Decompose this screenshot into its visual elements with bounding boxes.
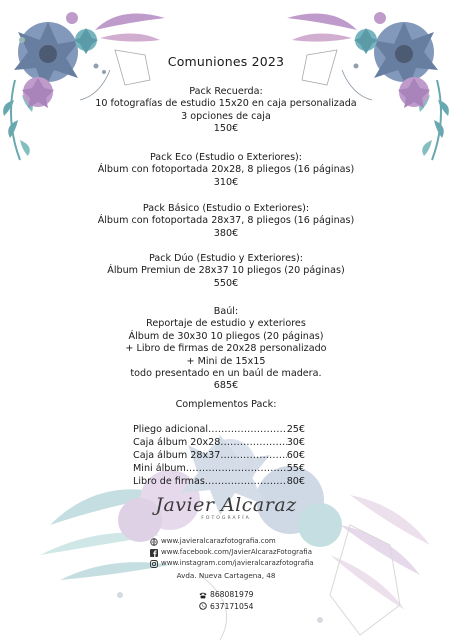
instagram-icon [150, 560, 158, 568]
pack-name: Pack Eco (Estudio o Exteriores): [149, 152, 303, 163]
brand-logo [0, 494, 452, 521]
pack-description: Álbum con fotoportada 28x37, 8 pliegos (16 páginas) [97, 215, 355, 227]
item-label: Libro de firmas [133, 476, 205, 487]
pack-description: Álbum Premiun de 28x37 10 pliegos (20 páginas) [107, 265, 345, 277]
pack-name: Pack Dúo (Estudio y Exteriores): [148, 253, 304, 264]
dot-leader [186, 462, 287, 475]
address: Avda. Nueva Cartagena, 48 [176, 571, 276, 580]
list-item [133, 423, 305, 436]
item-label: Pliego adicional [133, 424, 209, 435]
pack-price: 380€ [213, 227, 239, 239]
page-title: Comuniones 2023 [167, 54, 285, 69]
contact-links [150, 536, 320, 569]
item-price: 55€ [286, 463, 305, 474]
pack-price: 150€ [213, 123, 239, 135]
item-price: 60€ [286, 450, 305, 461]
pack-description: Álbum con fotoportada 20x28, 8 pliegos (16 páginas) [97, 164, 355, 176]
pack-price: 310€ [213, 176, 239, 188]
pack-description: 10 fotografías de estudio 15x20 en caja personalizada [95, 98, 357, 110]
instagram-link[interactable] [150, 558, 320, 569]
facebook-link[interactable] [150, 547, 320, 558]
list-item [133, 436, 305, 449]
pack-description: Reportaje de estudio y exteriores [146, 318, 306, 330]
item-label: Caja álbum 20x28 [133, 437, 221, 448]
pack-baul [0, 306, 452, 393]
pack-description: + Libro de firmas de 20x28 personalizado [125, 343, 327, 355]
pack-eco [0, 152, 452, 189]
list-item [133, 449, 305, 462]
pack-description: + Mini de 15x15 [186, 355, 266, 367]
item-label: Caja álbum 28x37 [133, 450, 221, 461]
pack-price: 685€ [213, 380, 239, 392]
pack-description: 3 opciones de caja [181, 110, 271, 122]
item-label: Mini álbum [133, 463, 186, 474]
landline-phone[interactable] [199, 589, 253, 601]
phone-numbers [199, 589, 253, 612]
pack-basico [0, 203, 452, 240]
list-item [133, 462, 305, 475]
item-price: 25€ [286, 424, 305, 435]
pack-name: Pack Recuerda: [189, 86, 263, 97]
pack-name: Pack Básico (Estudio o Exteriores): [142, 203, 310, 214]
pack-price: 550€ [213, 277, 239, 289]
dot-leader [220, 436, 286, 449]
logo-subtitle: FOTOGRAFÍA [201, 516, 251, 521]
instagram-text: www.instagram.com/javieralcarazfotografia [161, 559, 314, 567]
pack-name: Baúl: [213, 306, 239, 317]
phone-number: 637171054 [210, 601, 254, 611]
logo-name: Javier Alcaraz [155, 494, 297, 516]
facebook-text: www.facebook.com/JavierAlcarazFotografia [161, 548, 312, 556]
list-item [133, 475, 305, 488]
telephone-icon [199, 591, 207, 599]
item-price: 30€ [286, 437, 305, 448]
dot-leader [205, 475, 287, 488]
dot-leader [208, 423, 287, 436]
phone-number: 868081979 [210, 590, 254, 599]
whatsapp-phone[interactable] [199, 601, 253, 613]
website-text: www.javieralcarazfotografia.com [161, 537, 276, 545]
dot-leader [220, 449, 286, 462]
item-price: 80€ [286, 476, 305, 487]
pack-recuerda [0, 86, 452, 136]
pack-description: Álbum de 30x30 10 pliegos (20 páginas) [128, 330, 324, 342]
facebook-icon [150, 549, 158, 557]
website-link[interactable] [150, 536, 320, 547]
complementos-list [133, 423, 305, 488]
pack-duo [0, 253, 452, 290]
whatsapp-icon [199, 602, 207, 610]
complementos-title: Complementos Pack: [175, 399, 277, 410]
floral-decoration-top-right [282, 0, 452, 170]
pack-description: todo presentado en un baúl de madera. [130, 368, 322, 380]
floral-decoration-top-left [0, 0, 170, 170]
globe-icon [150, 538, 158, 546]
